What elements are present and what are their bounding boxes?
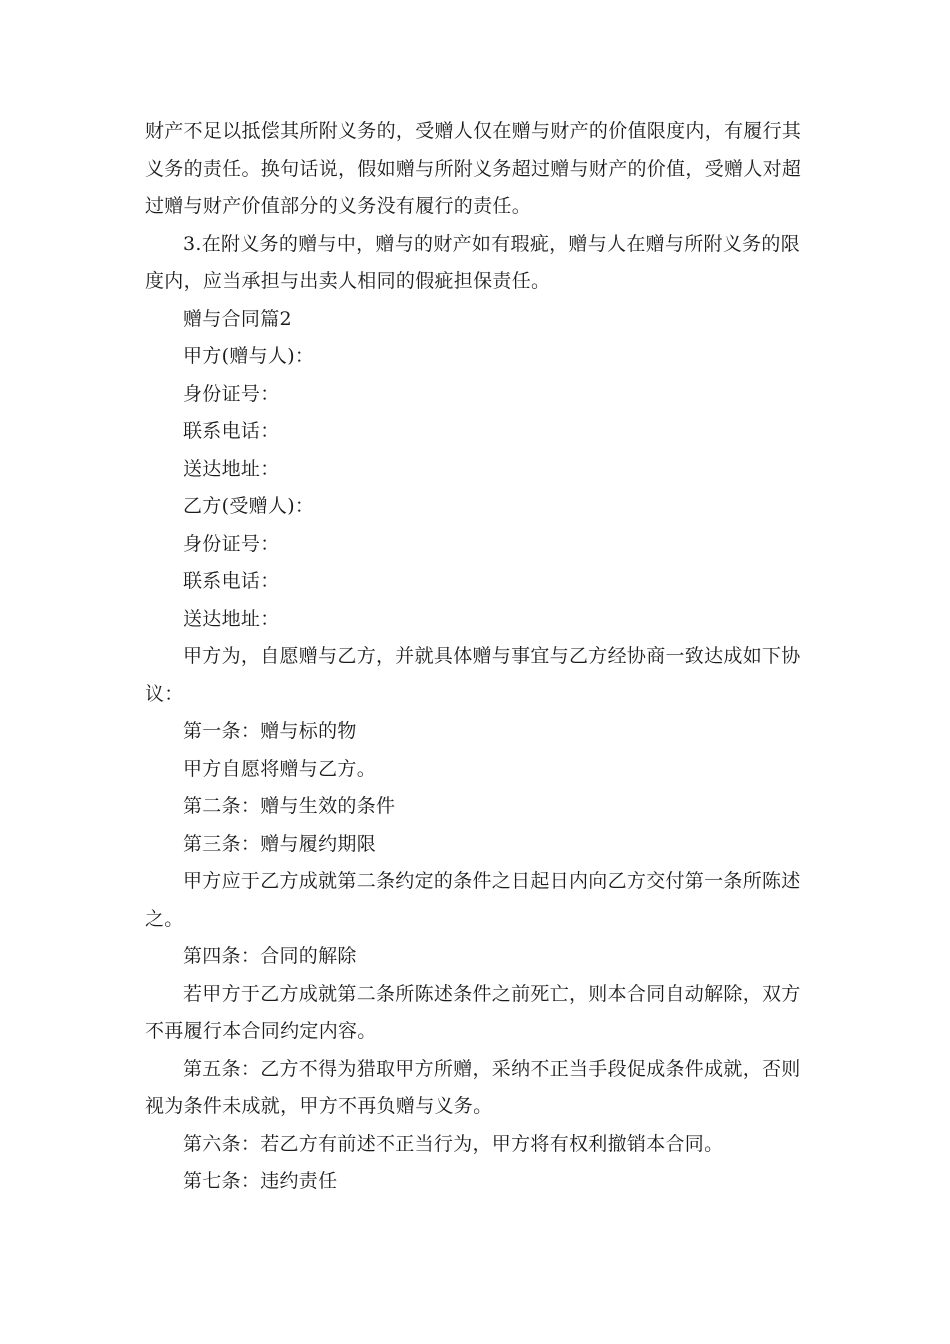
text-line: 议： <box>145 682 184 705</box>
article-3-title: 第三条：赠与履约期限 <box>183 832 377 855</box>
text-line: 视为条件未成就，甲方不再负赠与义务。 <box>145 1095 493 1117</box>
party-a-label: 甲方(赠与人)： <box>183 345 315 367</box>
article-7-title: 第七条：违约责任 <box>183 1170 338 1192</box>
article-3-body <box>145 863 810 938</box>
party-b-address-field: 送达地址： <box>183 607 280 630</box>
text-line: 之。 <box>145 907 184 930</box>
article-1-body: 甲方自愿将赠与乙方。 <box>183 757 377 780</box>
article-6: 第六条：若乙方有前述不正当行为，甲方将有权利撤销本合同。 <box>183 1132 724 1155</box>
text-line: 3.在附义务的赠与中，赠与的财产如有瑕疵，赠与人在赠与所附义务的限 <box>183 232 801 255</box>
text-line: 度内，应当承担与出卖人相同的假疵担保责任。 <box>145 270 551 292</box>
article-1-title: 第一条：赠与标的物 <box>183 720 357 742</box>
article-4-title: 第四条：合同的解除 <box>183 945 357 967</box>
article-2-title: 第二条：赠与生效的条件 <box>183 795 396 817</box>
text-line: 甲方应于乙方成就第二条约定的条件之日起日内向乙方交付第一条所陈述 <box>183 870 801 892</box>
party-a-id-field: 身份证号： <box>183 382 280 405</box>
party-a-address-field: 送达地址： <box>183 457 280 480</box>
text-line: 若甲方于乙方成就第二条所陈述条件之前死亡，则本合同自动解除，双方 <box>183 982 801 1005</box>
section-heading: 赠与合同篇2 <box>183 307 292 330</box>
paragraph-defect-warranty <box>145 226 810 301</box>
text-line: 不再履行本合同约定内容。 <box>145 1020 377 1042</box>
paragraph-gift-obligation-limit <box>145 113 810 226</box>
text-line: 第五条：乙方不得为猎取甲方所赠，采纳不正当手段促成条件成就，否则 <box>183 1057 801 1080</box>
text-line: 甲方为，自愿赠与乙方，并就具体赠与事宜与乙方经协商一致达成如下协 <box>183 645 801 667</box>
text-line: 义务的责任。换句话说，假如赠与所附义务超过赠与财产的价值，受赠人对超 <box>145 157 802 180</box>
party-b-id-field: 身份证号： <box>183 532 280 555</box>
party-b-label: 乙方(受赠人)： <box>183 495 315 517</box>
party-b-phone-field: 联系电话： <box>183 570 280 592</box>
party-a-phone-field: 联系电话： <box>183 420 280 442</box>
text-line: 财产不足以抵偿其所附义务的，受赠人仅在赠与财产的价值限度内，有履行其 <box>145 120 802 142</box>
paragraph-intro <box>145 638 810 713</box>
article-5 <box>145 1051 810 1126</box>
text-line: 过赠与财产价值部分的义务没有履行的责任。 <box>145 195 532 217</box>
document-body <box>145 113 810 1201</box>
article-4-body <box>145 976 810 1051</box>
